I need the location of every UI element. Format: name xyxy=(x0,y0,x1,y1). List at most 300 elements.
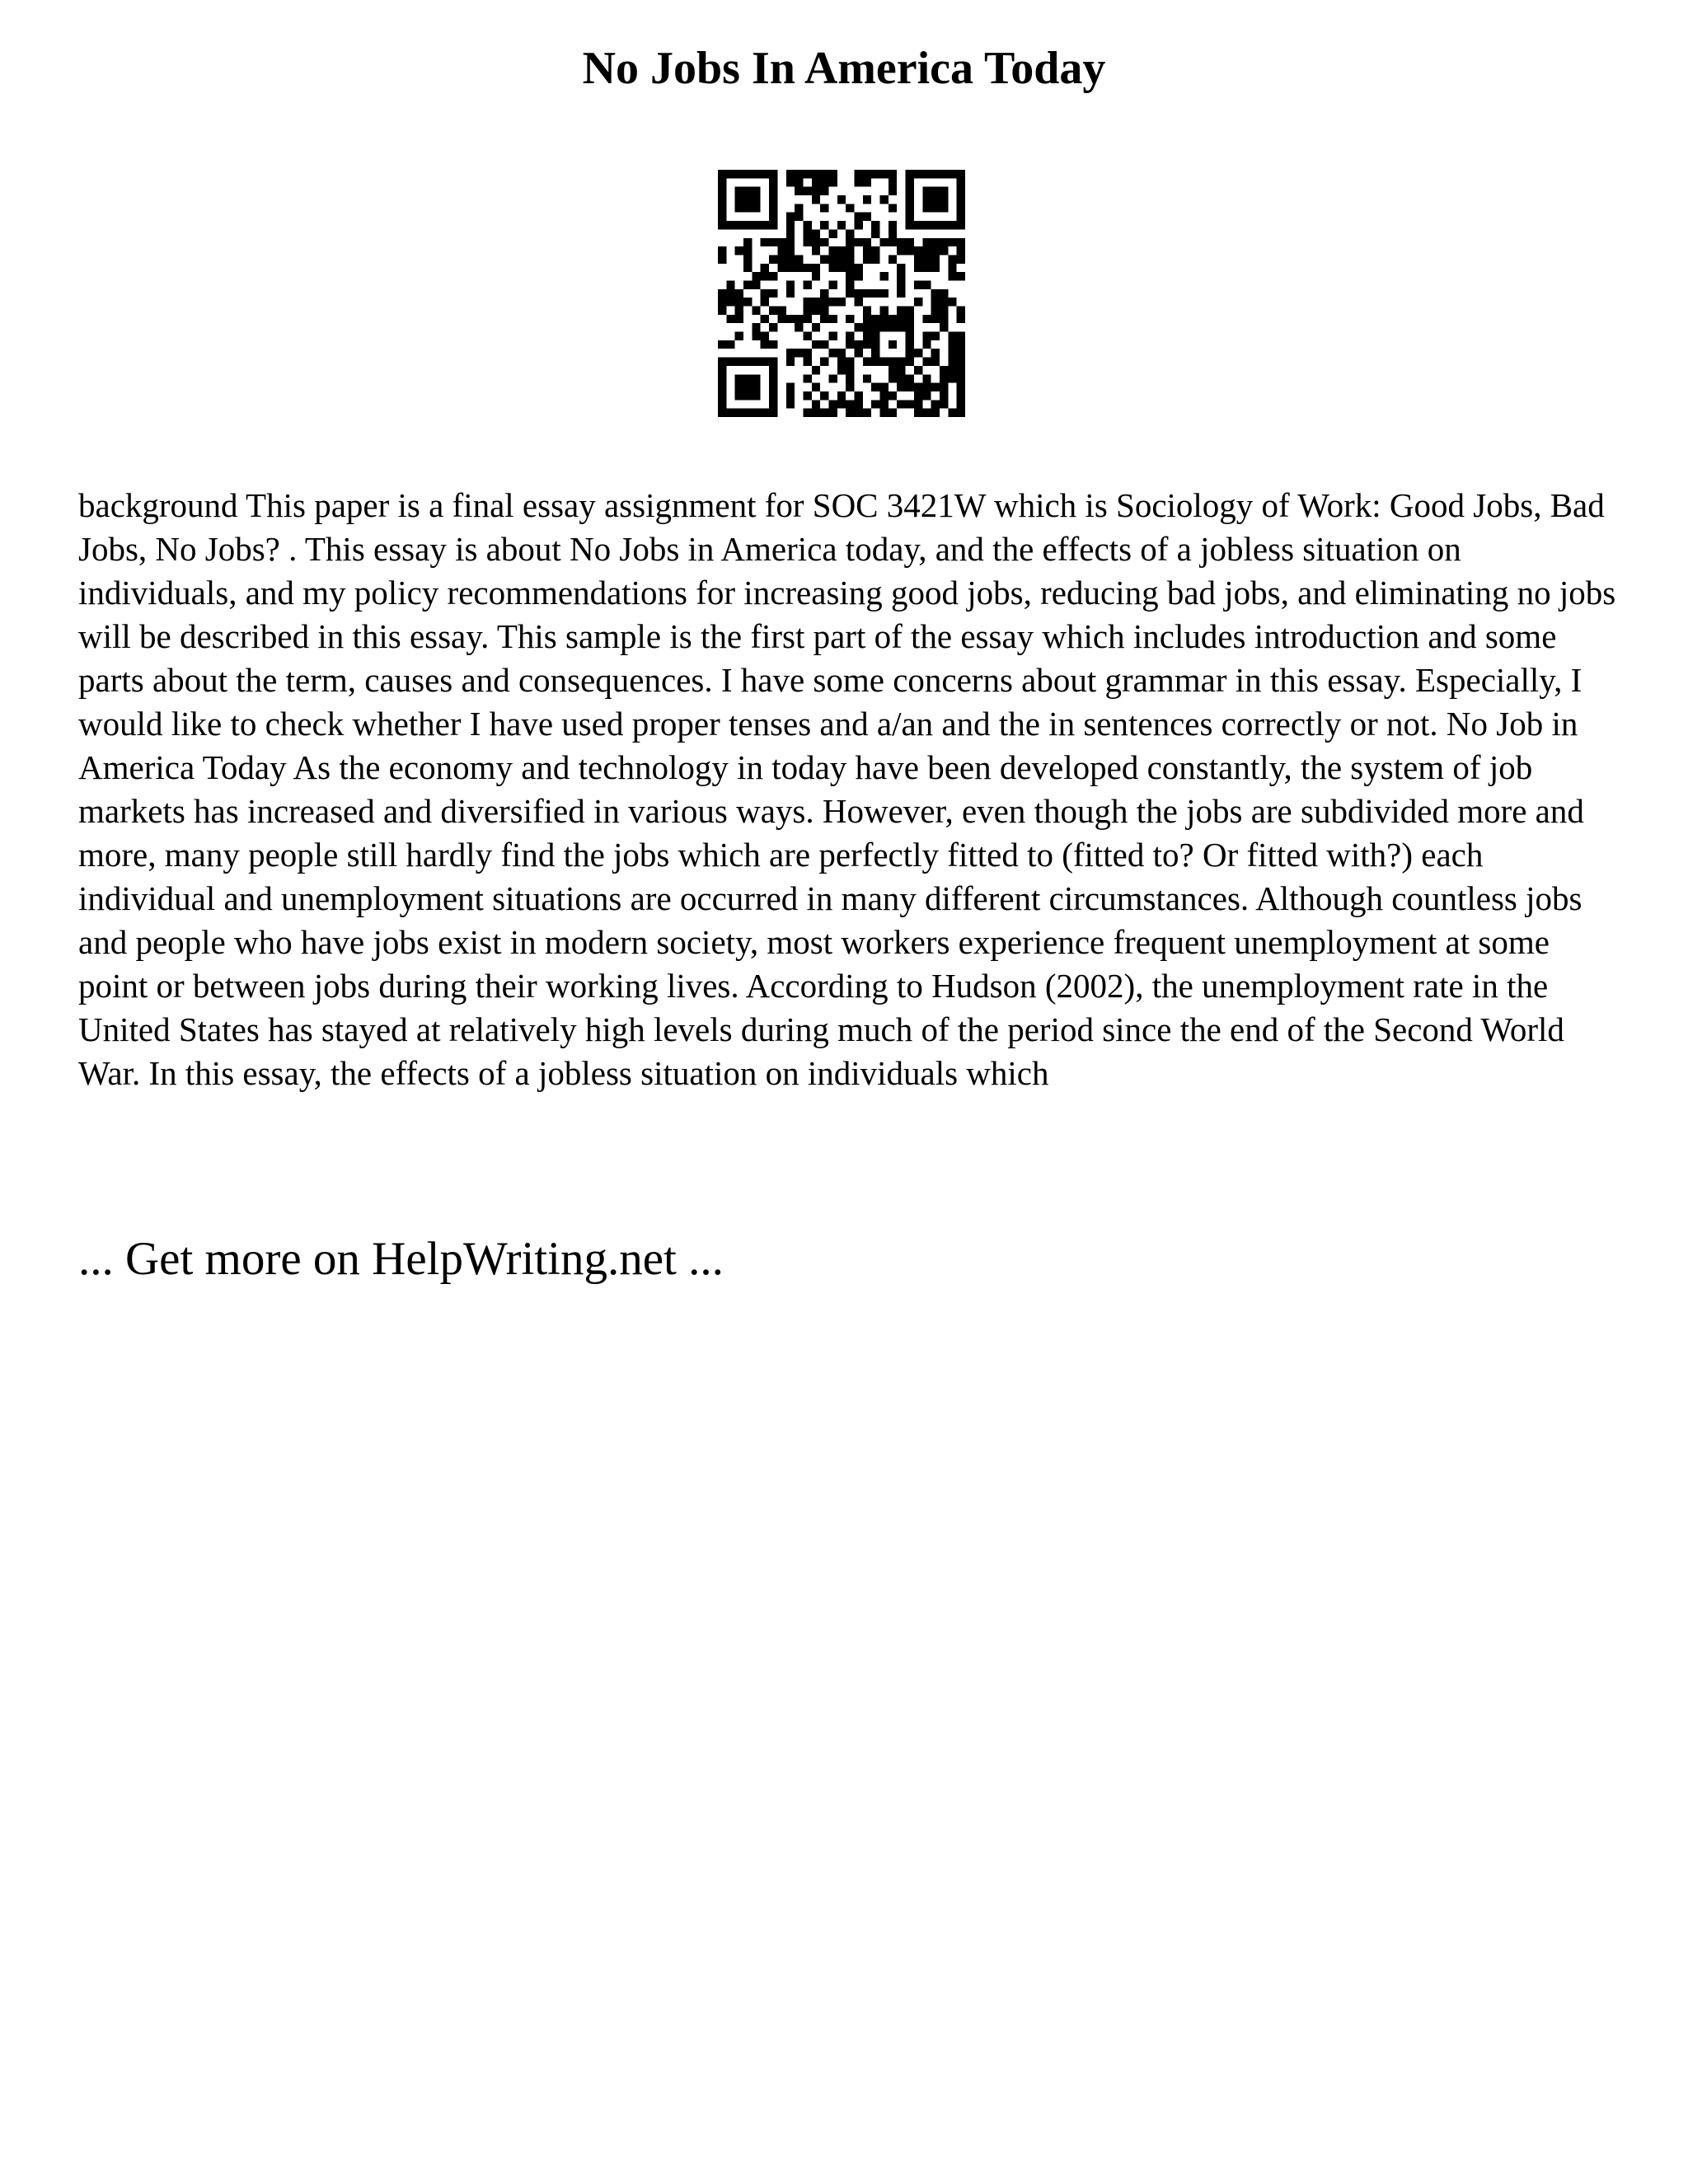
qr-module xyxy=(940,315,948,323)
qr-module xyxy=(820,255,828,263)
qr-module xyxy=(914,391,922,400)
qr-module xyxy=(803,391,811,400)
qr-module xyxy=(914,366,922,374)
qr-module xyxy=(812,409,820,417)
qr-module xyxy=(906,383,914,391)
qr-module xyxy=(846,255,854,263)
qr-module xyxy=(726,289,734,298)
qr-module xyxy=(743,358,752,366)
qr-module xyxy=(718,213,726,221)
qr-module xyxy=(931,246,940,255)
qr-module xyxy=(931,358,940,366)
qr-module xyxy=(931,187,940,195)
qr-module xyxy=(922,170,931,178)
qr-module xyxy=(812,170,820,178)
qr-module xyxy=(906,400,914,408)
qr-module xyxy=(889,204,897,212)
qr-module xyxy=(786,229,795,237)
qr-module xyxy=(743,264,752,272)
qr-code-icon xyxy=(718,170,965,417)
qr-module xyxy=(871,246,879,255)
qr-module xyxy=(718,400,726,408)
qr-module xyxy=(786,315,795,323)
qr-module xyxy=(914,409,922,417)
qr-module xyxy=(948,264,956,272)
qr-module xyxy=(735,221,743,229)
qr-module xyxy=(795,255,803,263)
qr-module xyxy=(752,391,760,400)
qr-module xyxy=(880,289,889,298)
qr-module xyxy=(957,400,965,408)
qr-module xyxy=(931,289,940,298)
qr-module xyxy=(812,229,820,237)
qr-module xyxy=(922,264,931,272)
qr-module xyxy=(889,229,897,237)
qr-module xyxy=(906,195,914,204)
qr-module xyxy=(906,238,914,246)
qr-module xyxy=(931,221,940,229)
qr-module xyxy=(828,315,837,323)
qr-module xyxy=(820,340,828,349)
qr-module xyxy=(735,409,743,417)
qr-module xyxy=(940,307,948,315)
qr-module xyxy=(735,246,743,255)
qr-module xyxy=(906,178,914,186)
qr-module xyxy=(718,307,726,315)
qr-module xyxy=(922,383,931,391)
qr-module xyxy=(897,383,905,391)
qr-module xyxy=(940,323,948,331)
qr-module xyxy=(726,280,734,288)
qr-module xyxy=(795,323,803,331)
qr-module xyxy=(803,170,811,178)
qr-module xyxy=(846,289,854,298)
qr-module xyxy=(812,323,820,331)
qr-module xyxy=(743,374,752,382)
qr-module xyxy=(889,340,897,349)
qr-module xyxy=(735,187,743,195)
qr-module xyxy=(906,221,914,229)
qr-module xyxy=(940,246,948,255)
qr-module xyxy=(897,323,905,331)
qr-module xyxy=(948,272,956,280)
qr-module xyxy=(931,238,940,246)
qr-module xyxy=(846,315,854,323)
qr-module xyxy=(922,409,931,417)
qr-module xyxy=(906,349,914,357)
qr-module xyxy=(795,204,803,212)
qr-module xyxy=(922,238,931,246)
qr-module xyxy=(871,358,879,366)
qr-module xyxy=(871,221,879,229)
qr-module xyxy=(812,178,820,186)
qr-module xyxy=(855,178,863,186)
qr-module xyxy=(769,374,777,382)
qr-module xyxy=(922,315,931,323)
qr-module xyxy=(769,195,777,204)
qr-module xyxy=(795,349,803,357)
qr-module xyxy=(897,315,905,323)
qr-module xyxy=(735,204,743,212)
qr-module xyxy=(931,204,940,212)
qr-module xyxy=(828,229,837,237)
qr-module xyxy=(957,307,965,315)
qr-module xyxy=(855,264,863,272)
qr-module xyxy=(957,204,965,212)
qr-module xyxy=(889,374,897,382)
qr-module xyxy=(743,298,752,306)
qr-module xyxy=(837,391,846,400)
qr-module xyxy=(931,315,940,323)
qr-module xyxy=(837,255,846,263)
qr-module xyxy=(914,246,922,255)
qr-module xyxy=(889,221,897,229)
qr-module xyxy=(828,264,837,272)
qr-module xyxy=(718,366,726,374)
qr-module xyxy=(786,383,795,391)
qr-module xyxy=(914,349,922,357)
qr-module xyxy=(855,298,863,306)
qr-module xyxy=(812,246,820,255)
qr-module xyxy=(820,358,828,366)
qr-module xyxy=(786,391,795,400)
qr-module xyxy=(752,187,760,195)
qr-module xyxy=(871,315,879,323)
qr-module xyxy=(846,340,854,349)
qr-module xyxy=(931,332,940,340)
qr-module xyxy=(914,400,922,408)
qr-module xyxy=(880,307,889,315)
qr-module xyxy=(837,349,846,357)
qr-module xyxy=(761,409,769,417)
qr-module xyxy=(820,221,828,229)
qr-module xyxy=(931,409,940,417)
qr-module xyxy=(769,400,777,408)
qr-module xyxy=(812,307,820,315)
qr-module xyxy=(735,170,743,178)
qr-module xyxy=(846,383,854,391)
qr-module xyxy=(871,400,879,408)
qr-module xyxy=(922,195,931,204)
qr-module xyxy=(777,255,785,263)
qr-module xyxy=(761,238,769,246)
qr-module xyxy=(889,187,897,195)
qr-module xyxy=(812,187,820,195)
qr-module xyxy=(812,383,820,391)
qr-module xyxy=(940,383,948,391)
qr-module xyxy=(922,358,931,366)
qr-module xyxy=(837,264,846,272)
qr-module xyxy=(786,400,795,408)
qr-module xyxy=(718,340,726,349)
qr-module xyxy=(828,170,837,178)
qr-module xyxy=(726,315,734,323)
qr-module xyxy=(889,178,897,186)
qr-module xyxy=(743,246,752,255)
qr-module xyxy=(803,409,811,417)
qr-module xyxy=(769,340,777,349)
qr-module xyxy=(761,264,769,272)
qr-module xyxy=(871,349,879,357)
qr-module xyxy=(914,221,922,229)
qr-module xyxy=(752,221,760,229)
qr-module xyxy=(735,332,743,340)
qr-module xyxy=(735,289,743,298)
qr-module xyxy=(906,307,914,315)
qr-module xyxy=(957,272,965,280)
qr-module xyxy=(906,204,914,212)
qr-module xyxy=(743,187,752,195)
qr-module xyxy=(769,289,777,298)
qr-module xyxy=(820,289,828,298)
qr-module xyxy=(855,170,863,178)
qr-module xyxy=(812,264,820,272)
qr-module xyxy=(786,280,795,288)
qr-module xyxy=(761,358,769,366)
qr-module xyxy=(914,280,922,288)
qr-module xyxy=(803,298,811,306)
qr-module xyxy=(726,358,734,366)
qr-module xyxy=(957,221,965,229)
qr-module xyxy=(914,264,922,272)
qr-module xyxy=(889,170,897,178)
qr-module xyxy=(803,315,811,323)
qr-module xyxy=(718,391,726,400)
qr-module xyxy=(795,315,803,323)
qr-module xyxy=(752,280,760,288)
qr-module xyxy=(948,409,956,417)
qr-module xyxy=(863,315,871,323)
qr-module xyxy=(786,349,795,357)
qr-module xyxy=(863,307,871,315)
qr-module xyxy=(948,255,956,263)
qr-module xyxy=(906,340,914,349)
qr-module xyxy=(846,204,854,212)
qr-module xyxy=(777,315,785,323)
qr-module xyxy=(769,213,777,221)
qr-module xyxy=(795,213,803,221)
qr-module xyxy=(948,238,956,246)
qr-module xyxy=(863,323,871,331)
qr-module xyxy=(948,366,956,374)
qr-module xyxy=(897,289,905,298)
qr-module xyxy=(828,332,837,340)
qr-module xyxy=(735,374,743,382)
qr-module xyxy=(820,238,828,246)
qr-module xyxy=(940,195,948,204)
qr-module xyxy=(922,340,931,349)
qr-module xyxy=(880,400,889,408)
qr-module xyxy=(837,195,846,204)
qr-module xyxy=(906,246,914,255)
qr-module xyxy=(906,213,914,221)
qr-module xyxy=(948,332,956,340)
qr-module xyxy=(889,366,897,374)
qr-module xyxy=(718,246,726,255)
qr-module xyxy=(718,289,726,298)
qr-module xyxy=(906,315,914,323)
qr-module xyxy=(871,340,879,349)
qr-module xyxy=(726,221,734,229)
qr-module xyxy=(769,272,777,280)
qr-module xyxy=(846,358,854,366)
qr-module xyxy=(743,204,752,212)
qr-module xyxy=(931,255,940,263)
qr-module xyxy=(846,280,854,288)
qr-module xyxy=(863,358,871,366)
essay-excerpt: background This paper is a final essay assignment for SOC 3421W which is Sociology of Work: Good Jobs, Bad Jobs, No Jobs? . This essay is about No Jobs in America today, and the effects of a jobless situation on individuals, and my policy recommendations for increasing good jobs, reducing bad jobs, and eliminating no jobs will be described in this essay. This sample is the first part of the essay which includes introduction and some parts about the term, causes and consequences. I have some concerns about grammar in this essay. Especially, I would like to check whether I have used proper tenses and a/an and the in sentences correctly or not. No Job in America Today As the economy and technology in today have been developed constantly, the system of job markets has increased and diversified in various ways. However, even though the jobs are subdivided more and more, many people still hardly find the jobs which are perfectly fitted to (fitted to? Or fitted with?) each individual and unemployment situations are occurred in many different circumstances. Although countless jobs and people who have jobs exist in modern society, most workers experience frequent unemployment at some point or between jobs during their working lives. According to Hudson (2002), the unemployment rate in the United States has stayed at relatively high levels during much of the period since the end of the Second World War. In this essay, the effects of a jobless situation on individuals which xyxy=(78,486,1616,1092)
qr-module xyxy=(812,195,820,204)
qr-module xyxy=(726,409,734,417)
get-more-link[interactable]: ... Get more on HelpWriting.net ... xyxy=(78,1233,724,1285)
qr-module xyxy=(855,289,863,298)
qr-module xyxy=(786,255,795,263)
qr-module xyxy=(906,170,914,178)
qr-module xyxy=(828,246,837,255)
qr-module xyxy=(828,298,837,306)
qr-module xyxy=(914,170,922,178)
qr-module xyxy=(752,374,760,382)
qr-module xyxy=(957,187,965,195)
qr-module xyxy=(803,280,811,288)
qr-module xyxy=(931,170,940,178)
qr-module xyxy=(863,238,871,246)
qr-module xyxy=(837,221,846,229)
qr-module xyxy=(897,246,905,255)
qr-module xyxy=(931,383,940,391)
page-title: No Jobs In America Today xyxy=(582,43,1106,94)
qr-module xyxy=(855,213,863,221)
qr-module xyxy=(846,264,854,272)
qr-module xyxy=(786,264,795,272)
qr-module xyxy=(957,195,965,204)
qr-module xyxy=(718,383,726,391)
qr-module xyxy=(863,289,871,298)
qr-module xyxy=(855,272,863,280)
qr-module xyxy=(855,221,863,229)
qr-module xyxy=(795,178,803,186)
qr-module xyxy=(718,358,726,366)
qr-module xyxy=(880,391,889,400)
qr-module xyxy=(948,221,956,229)
qr-module xyxy=(846,400,854,408)
qr-module xyxy=(718,221,726,229)
qr-module xyxy=(931,307,940,315)
qr-module xyxy=(931,264,940,272)
qr-module xyxy=(769,383,777,391)
qr-module xyxy=(752,195,760,204)
qr-module xyxy=(820,178,828,186)
qr-module xyxy=(820,170,828,178)
qr-module xyxy=(828,255,837,263)
qr-module xyxy=(855,340,863,349)
qr-module xyxy=(752,383,760,391)
qr-module xyxy=(761,170,769,178)
qr-module xyxy=(906,187,914,195)
qr-module xyxy=(957,391,965,400)
qr-module xyxy=(863,246,871,255)
qr-module xyxy=(726,170,734,178)
qr-module xyxy=(752,204,760,212)
qr-module xyxy=(812,238,820,246)
qr-module xyxy=(906,358,914,366)
qr-module xyxy=(922,391,931,400)
qr-module xyxy=(828,349,837,357)
qr-module xyxy=(871,255,879,263)
qr-module xyxy=(880,315,889,323)
qr-module xyxy=(931,298,940,306)
qr-module xyxy=(889,315,897,323)
qr-module xyxy=(880,383,889,391)
qr-module xyxy=(922,280,931,288)
qr-module xyxy=(846,374,854,382)
qr-module xyxy=(769,366,777,374)
qr-module xyxy=(743,391,752,400)
qr-module xyxy=(820,315,828,323)
qr-module xyxy=(828,400,837,408)
qr-module xyxy=(820,391,828,400)
qr-module xyxy=(863,409,871,417)
qr-module xyxy=(743,195,752,204)
qr-module xyxy=(880,323,889,331)
qr-module xyxy=(777,264,785,272)
qr-module xyxy=(803,332,811,340)
qr-module xyxy=(957,246,965,255)
qr-module xyxy=(786,289,795,298)
qr-module xyxy=(957,340,965,349)
qr-module xyxy=(863,170,871,178)
qr-module xyxy=(922,221,931,229)
qr-module xyxy=(786,170,795,178)
qr-module xyxy=(855,409,863,417)
qr-module xyxy=(863,340,871,349)
qr-module xyxy=(769,391,777,400)
qr-module xyxy=(769,358,777,366)
qr-module xyxy=(863,213,871,221)
qr-module xyxy=(769,323,777,331)
qr-module xyxy=(718,374,726,382)
qr-module xyxy=(795,264,803,272)
qr-module xyxy=(957,358,965,366)
qr-module xyxy=(948,340,956,349)
qr-module xyxy=(795,187,803,195)
qr-module xyxy=(803,264,811,272)
qr-module xyxy=(828,178,837,186)
qr-module xyxy=(820,307,828,315)
qr-module xyxy=(922,246,931,255)
qr-module xyxy=(837,246,846,255)
qr-module xyxy=(777,307,785,315)
qr-module xyxy=(752,332,760,340)
qr-module xyxy=(914,255,922,263)
qr-module xyxy=(906,374,914,382)
qr-module xyxy=(957,178,965,186)
qr-module xyxy=(863,195,871,204)
qr-module xyxy=(863,332,871,340)
qr-module xyxy=(948,298,956,306)
qr-module xyxy=(940,298,948,306)
qr-module xyxy=(914,298,922,306)
qr-module xyxy=(735,358,743,366)
qr-module xyxy=(820,409,828,417)
qr-module xyxy=(880,238,889,246)
qr-module xyxy=(940,187,948,195)
qr-module xyxy=(846,409,854,417)
qr-module xyxy=(812,272,820,280)
qr-module xyxy=(871,323,879,331)
qr-module xyxy=(803,349,811,357)
qr-module xyxy=(855,323,863,331)
